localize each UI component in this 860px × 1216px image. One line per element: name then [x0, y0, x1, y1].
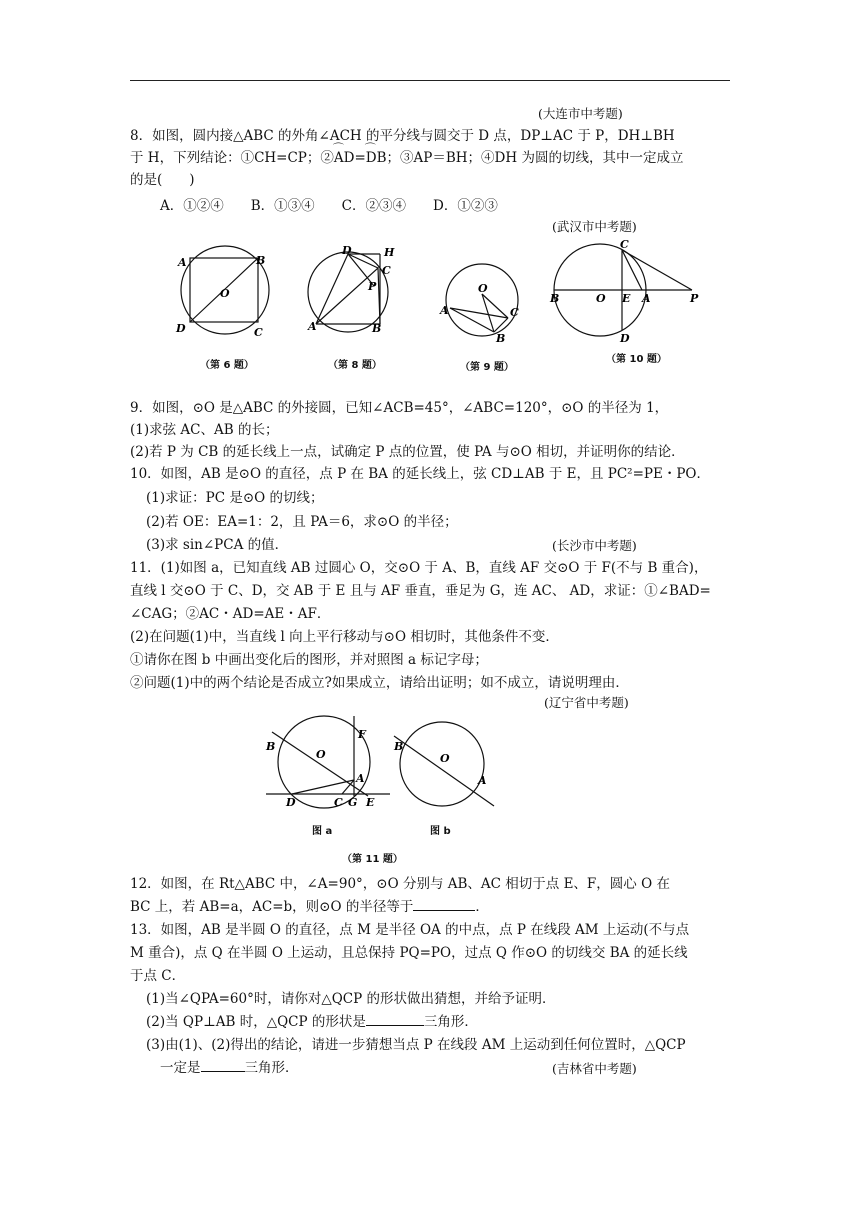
fig11-caption: （第 11 题） [342, 854, 403, 865]
q8-options: A．①②④ B．①③④ C．②③④ D．①②③ [160, 198, 498, 214]
fig8-label-d: D [342, 244, 352, 257]
q13-line3: 于点 C． [130, 968, 186, 984]
source-changsha: (长沙市中考题) [552, 538, 637, 553]
q12-line2 [130, 897, 489, 917]
fig10-label-e: E [622, 292, 631, 305]
fig10-label-d: D [620, 332, 630, 342]
fig11a-label-b: B [266, 740, 276, 753]
fig10-label-b: B [550, 292, 560, 305]
q8-line2 [130, 148, 683, 168]
fig8-label-a: A [308, 320, 317, 333]
fig11a-label-c: C [334, 796, 343, 809]
q13-line5-end: 三角形． [423, 1014, 478, 1030]
fig11b-label-o: O [440, 752, 450, 765]
fig6-caption: （第 6 题） [200, 360, 254, 371]
fig9-label-o: O [478, 282, 488, 295]
q8-line2-b: ；③AP＝BH；④DH 为圆的切线，其中一定成立 [386, 150, 684, 166]
q13-line1: 13．如图，AB 是半圆 O 的直径，点 M 是半径 OA 的中点，点 P 在线段 AM 上运动(不与点 [130, 922, 690, 938]
source-wuhan: (武汉市中考题) [552, 219, 637, 234]
fig9-caption: （第 9 题） [460, 362, 514, 373]
fig11b-label-a: A [478, 774, 487, 787]
q12-line2-text: BC 上，若 AB=a，AC=b，则⊙O 的半径等于 [130, 899, 414, 915]
fig6-label-a: A [178, 256, 187, 269]
fig11a-label-o: O [316, 748, 326, 761]
q13-line5-text: (2)当 QP⊥AB 时，△QCP 的形状是 [146, 1014, 366, 1030]
fig11b-label-b: B [394, 740, 404, 753]
figure-10 [546, 238, 710, 342]
q13-blank-2[interactable] [366, 1013, 424, 1026]
q11-line6: ②问题(1)中的两个结论是否成立?如果成立，请给出证明；如不成立，请说明理由． [130, 675, 629, 691]
q10-line4: (3)求 sin∠PCA 的值． [146, 537, 289, 553]
fig6-label-d: D [176, 322, 186, 335]
header-rule [130, 80, 730, 81]
q13-line4: (1)当∠QPA=60°时，请你对△QCP 的形状做出猜想，并给予证明． [146, 991, 556, 1007]
fig8-caption: （第 8 题） [328, 360, 382, 371]
q9-line2: (1)求弦 AC、AB 的长； [130, 422, 279, 438]
fig11a-label-e: E [366, 796, 375, 809]
source-dalian: (大连市中考题) [538, 106, 623, 121]
q8-line3: 的是( ) [130, 172, 195, 188]
q11-line5: ①请你在图 b 中画出变化后的图形，并对照图 a 标记字母； [130, 652, 488, 668]
fig6-label-b: B [256, 254, 266, 267]
fig11a-label-g: G [348, 796, 358, 809]
q10-line1: 10．如图，AB 是⊙O 的直径，点 P 在 BA 的延长线上，弦 CD⊥AB 于 E，且 PC²=PE・PO． [130, 466, 710, 482]
q12-answer-blank[interactable] [413, 898, 475, 911]
fig9-label-b: B [496, 332, 506, 345]
q8-line1: 8．如图，圆内接△ABC 的外角∠ACH 的平分线与圆交于 D 点，DP⊥AC 于 P，DH⊥BH [130, 128, 675, 144]
q13-line7-text: 一定是 [160, 1060, 201, 1076]
q11-line1: 11．(1)如图 a，已知直线 AB 过圆心 O，交⊙O 于 A、B，直线 AF 交⊙O 于 F(不与 B 重合)， [130, 560, 708, 576]
q11-line4: (2)在问题(1)中，当直线 l 向上平行移动与⊙O 相切时，其他条件不变． [130, 629, 559, 645]
q9-line1: 9．如图，⊙O 是△ABC 的外接圆，已知∠ACB=45°，∠ABC=120°，⊙O 的半径为 1， [130, 400, 669, 416]
fig6-label-c: C [254, 326, 263, 339]
q8-line2-mid: D= [343, 150, 366, 166]
q8-arc-db: ⌒ DB [366, 150, 387, 166]
figure-8 [302, 242, 402, 340]
q11-line2: 直线 l 交⊙O 于 C、D，交 AB 于 E 且与 AF 垂直，垂足为 G，连 AC、 AD，求证：①∠BAD= [130, 583, 711, 599]
fig9-label-a: A [440, 304, 449, 317]
fig10-label-a: A [642, 292, 651, 305]
q13-line5 [146, 1012, 478, 1032]
fig11a-caption: 图 a [312, 826, 333, 837]
figure-11a [262, 712, 392, 814]
figure-6 [170, 242, 280, 342]
fig11a-label-d: D [286, 796, 296, 809]
q12-line2-end: ． [475, 899, 489, 915]
fig10-label-c: C [620, 238, 629, 251]
q13-line7-end: 三角形． [244, 1060, 299, 1076]
fig11a-label-a: A [356, 772, 365, 785]
fig8-label-b: B [372, 322, 382, 335]
q9-line3: (2)若 P 为 CB 的延长线上一点，试确定 P 点的位置，使 PA 与⊙O 相切，并证明你的结论． [130, 444, 685, 460]
q10-line3: (2)若 OE：EA=1：2，且 PA＝6，求⊙O 的半径； [146, 514, 458, 530]
fig8-label-p: P [368, 280, 377, 293]
fig10-label-p: P [690, 292, 699, 305]
fig10-label-o: O [596, 292, 606, 305]
fig9-label-c: C [510, 306, 519, 319]
fig8-label-c: C [382, 264, 391, 277]
figure-9 [436, 256, 526, 346]
fig8-label-h: H [384, 246, 395, 259]
fig11a-label-f: F [358, 728, 366, 741]
q13-blank-3[interactable] [201, 1059, 245, 1072]
fig11b-caption: 图 b [430, 826, 451, 837]
source-liaoning: (辽宁省中考题) [544, 695, 629, 710]
q10-line2: (1)求证：PC 是⊙O 的切线； [146, 490, 324, 506]
q13-line6: (3)由(1)、(2)得出的结论，请进一步猜想当点 P 在线段 AM 上运动到任何位置时，△QCP [146, 1037, 686, 1053]
q11-line3: ∠CAG；②AC・AD=AE・AF． [130, 606, 331, 622]
q13-line7 [160, 1058, 299, 1078]
fig6-label-o: O [220, 287, 230, 300]
q8-line2-a: 于 H，下列结论：①CH=CP；② [130, 150, 334, 166]
q13-line2: M 重合)，点 Q 在半圆 O 上运动，且总保持 PQ=PO，过点 Q 作⊙O 的切线交 BA 的延长线 [130, 945, 688, 961]
figure-11b [390, 718, 500, 814]
q12-line1: 12．如图，在 Rt△ABC 中，∠A=90°，⊙O 分别与 AB、AC 相切于点 E、F，圆心 O 在 [130, 876, 670, 892]
fig10-caption: （第 10 题） [606, 354, 667, 365]
source-jilin: (吉林省中考题) [552, 1061, 637, 1076]
q8-arc-a: ⌒ A [334, 150, 344, 166]
